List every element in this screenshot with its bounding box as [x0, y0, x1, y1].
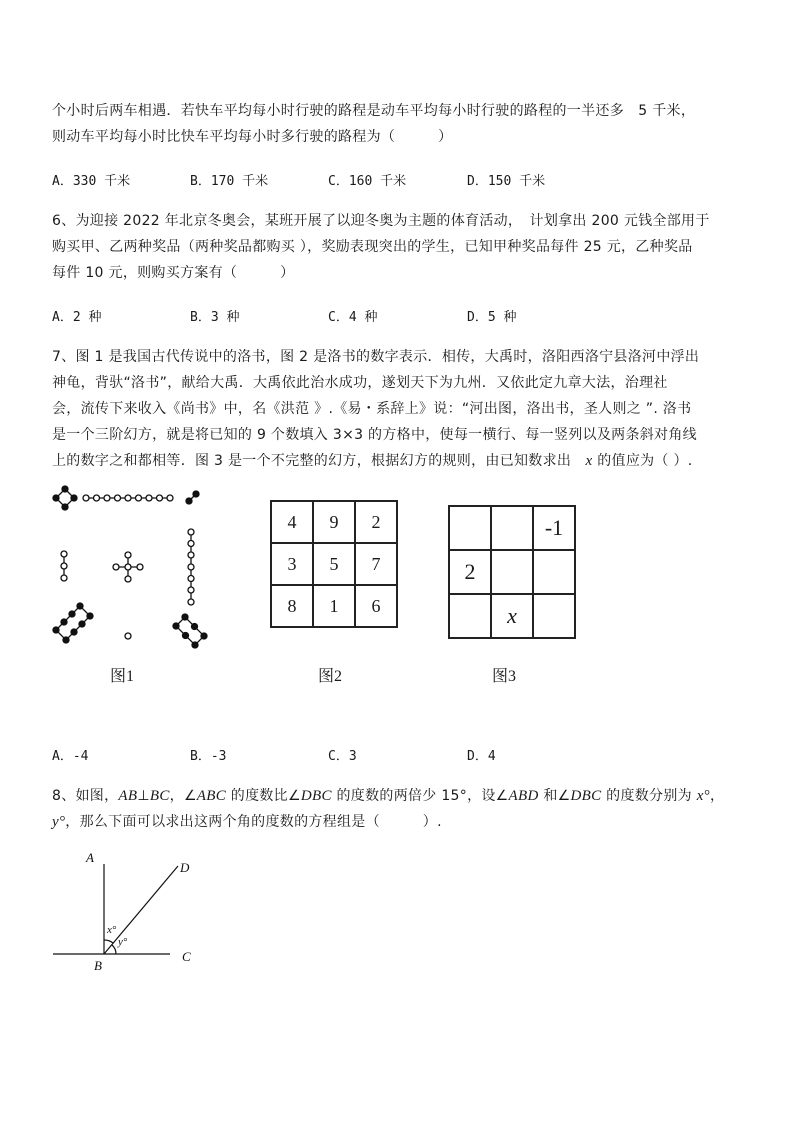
q8-text: 和∠ [538, 788, 571, 804]
label-y: y° [118, 936, 128, 948]
q8-text: 的度数的两倍少 15°，设∠ [331, 788, 509, 804]
q7-line-3: 会，流传下来收入《尚书》中，名《洪范 》.《易・系辞上》说：“河出图，洛出书，圣人则之 ”. 洛书 [52, 401, 692, 417]
label-x: x° [107, 924, 117, 936]
q6-line-2: 购买甲、乙两种奖品（两种奖品都购买 ），奖励表现突出的学生，已知甲种奖品每件 25 元，乙种奖品 [52, 239, 693, 255]
figure-3-incomplete-square [448, 505, 576, 639]
fig2-cell: 8 [271, 585, 313, 627]
q7-option-c: C．3 [328, 749, 357, 764]
fig2-cell: 4 [271, 501, 313, 543]
fig3-cell [533, 550, 575, 594]
figure-2-caption: 图2 [318, 668, 343, 685]
line-bd [104, 866, 178, 954]
q8-angle-diagram [48, 848, 208, 978]
fig3-cell [533, 594, 575, 638]
fig2-cell: 6 [355, 585, 397, 627]
luoshu-two-black-dots [186, 491, 199, 504]
figure-1-caption: 图1 [110, 668, 135, 685]
q7-line-2: 神龟，背驮“洛书”，献给大禹．大禹依此治水成功，遂划天下为九州．又依此定九章大法，治理社 [52, 375, 668, 391]
fig2-cell: 5 [313, 543, 355, 585]
q7-line-5 [52, 450, 693, 470]
q5-option-d: D．150 千米 [467, 174, 546, 189]
q8-var-bc: BC [149, 788, 170, 804]
q8-text: 的度数分别为 [601, 788, 697, 804]
q8-var-y: y° [52, 814, 66, 830]
luoshu-three-white-dots [61, 551, 67, 581]
fig2-cell: 7 [355, 543, 397, 585]
angle-arc-x [104, 940, 113, 943]
q6-option-d: D．5 种 [467, 310, 517, 325]
q7-variable-x: x [585, 453, 593, 469]
angle-arc-y [112, 945, 116, 954]
q6-option-b: B．3 种 [190, 310, 240, 325]
q8-var-x: x° [696, 788, 710, 804]
figure-3-caption: 图3 [492, 668, 517, 685]
fig3-cell [491, 506, 533, 550]
q8-text: ，那么下面可以求出这两个角的度数的方程组是（ ）. [65, 814, 442, 830]
label-b: B [94, 958, 102, 973]
luoshu-four-black-dots [53, 486, 77, 510]
q8-line-1 [52, 785, 724, 805]
q8-line-2 [52, 811, 442, 831]
luoshu-seven-white-dots [188, 529, 194, 605]
q7-option-d: D．4 [467, 749, 496, 764]
q7-line-5-text-b: 的值应为（ ）. [592, 453, 693, 469]
q7-option-b: B．-3 [190, 749, 227, 764]
q5-option-a: A．330 千米 [52, 174, 131, 189]
q5-option-b: B．170 千米 [190, 174, 269, 189]
q8-text: 8、如图， [52, 788, 119, 804]
q8-perp-symbol: ⊥ [137, 788, 150, 804]
q8-var-abd: ABD [508, 788, 539, 804]
fig3-cell [449, 594, 491, 638]
fig2-cell: 2 [355, 501, 397, 543]
figure-1-luoshu [48, 484, 218, 654]
fig3-cell [491, 550, 533, 594]
fig2-cell: 9 [313, 501, 355, 543]
label-d: D [180, 860, 190, 875]
figure-2-magic-square [270, 500, 398, 628]
q8-var-ab: AB [118, 788, 138, 804]
fig3-cell: 2 [449, 550, 491, 594]
luoshu-one-white-dot [125, 633, 131, 639]
q7-line-5-text-a: 上的数字之和都相等．图 3 是一个不完整的幻方，根据幻方的规则，由已知数求出 [52, 453, 586, 469]
q6-option-c: C．4 种 [328, 310, 378, 325]
fig2-cell: 1 [313, 585, 355, 627]
luoshu-six-black-dots [173, 614, 207, 648]
fig3-cell: x [491, 594, 533, 638]
luoshu-nine-white-dots [83, 495, 173, 501]
q5-line-2: 则动车平均每小时比快车平均每小时多行驶的路程为（ ） [52, 129, 453, 145]
q8-var-abc: ABC [196, 788, 227, 804]
q6-line-3: 每件 10 元，则购买方案有（ ） [52, 265, 295, 281]
luoshu-five-white-dots [113, 552, 143, 582]
q8-text: ， [709, 788, 725, 804]
q8-var-dbc: DBC [570, 788, 602, 804]
fig2-cell: 3 [271, 543, 313, 585]
q6-option-a: A．2 种 [52, 310, 102, 325]
label-c: C [182, 949, 191, 964]
q7-line-1: 7、图 1 是我国古代传说中的洛书，图 2 是洛书的数字表示．相传，大禹时，洛阳西洛宁县洛河中浮出 [52, 349, 700, 365]
q8-var-dbc: DBC [300, 788, 332, 804]
label-a: A [86, 850, 94, 865]
fig3-cell [449, 506, 491, 550]
q5-line-1: 个小时后两车相遇．若快车平均每小时行驶的路程是动车平均每小时行驶的路程的一半还多 5 千米， [52, 103, 696, 119]
q7-line-4: 是一个三阶幻方，就是将已知的 9 个数填入 3×3 的方格中，使每一横行、每一竖列以及两条斜对角线 [52, 427, 697, 443]
q8-text: ，∠ [169, 788, 197, 804]
q6-line-1: 6、为迎接 2022 年北京冬奥会，某班开展了以迎冬奥为主题的体育活动， 计划拿出 200 元钱全部用于 [52, 213, 710, 229]
q7-option-a: A．-4 [52, 749, 89, 764]
fig3-cell: -1 [533, 506, 575, 550]
q5-option-c: C．160 千米 [328, 174, 407, 189]
luoshu-eight-black-dots [53, 603, 93, 643]
q8-text: 的度数比∠ [226, 788, 301, 804]
